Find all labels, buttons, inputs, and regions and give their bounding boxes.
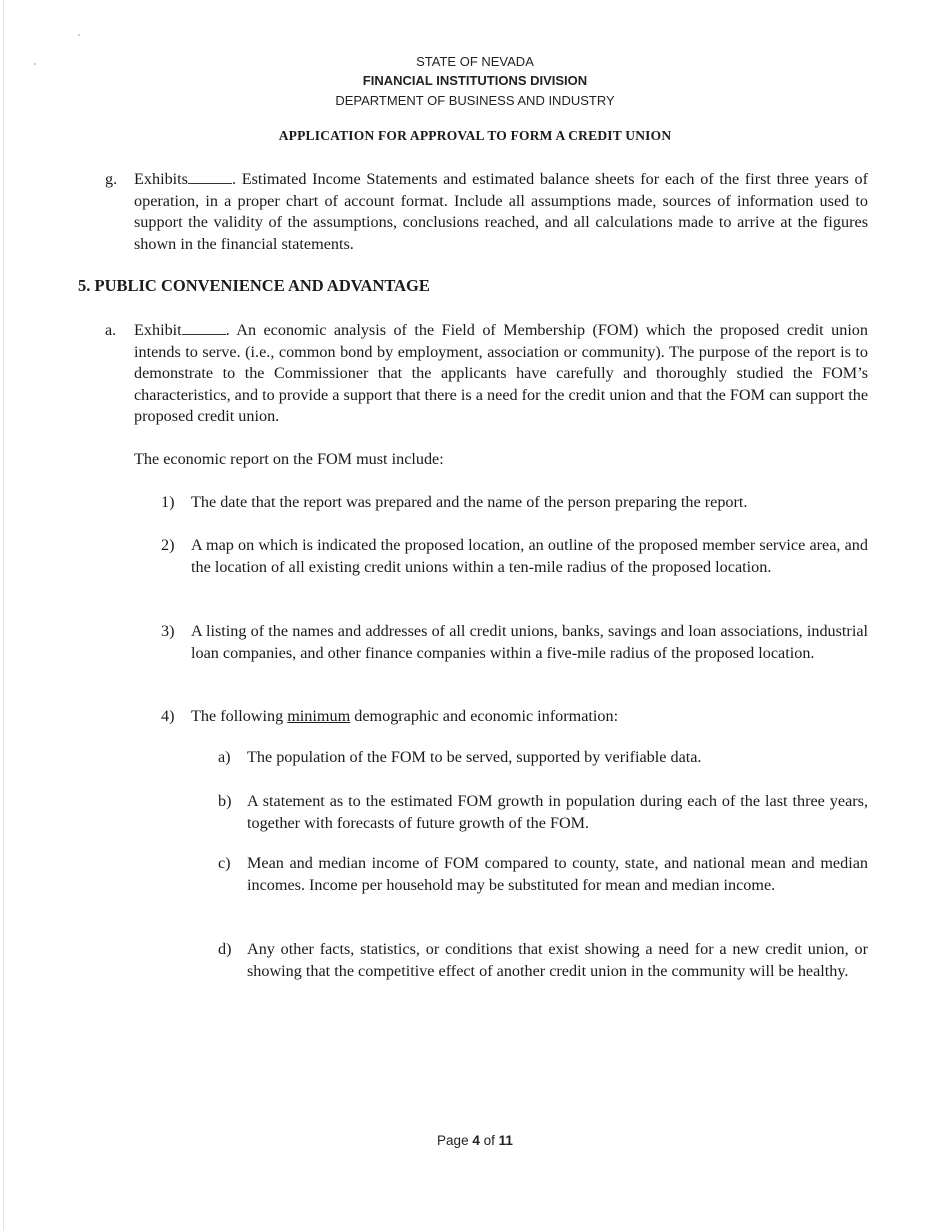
item-g-text: . Estimated Income Statements and estimated balance sheets for each of the first three years of operation, in a proper chart of account format. Include all assumptions made, sources of information used to support the validity of the assumptions, conclusions reached, and all calculations made to arrive at the figures shown in the financial statements. [134, 170, 868, 253]
item-a-text: . An economic analysis of the Field of Membership (FOM) which the proposed credit union intends to serve. (i.e., common bond by employment, association or community). The purpose of the report is to demonstrate to the Commissioner that the applicants have carefully and thoroughly studied the FOM’s characteristics, and to provide a support that there is a need for the credit union and that the FOM can support the proposed credit union. [134, 321, 868, 425]
item-a-lead: Exhibit [134, 321, 182, 339]
sub-item-marker: a) [218, 748, 231, 766]
item-g-marker: g. [105, 170, 118, 188]
list-item-text: The following [191, 707, 288, 725]
scan-edge [3, 0, 4, 1230]
sub-item-marker: c) [218, 854, 231, 872]
underlined-word: minimum [287, 707, 351, 725]
list-item-marker: 4) [161, 707, 175, 725]
list-item-marker: 1) [161, 493, 175, 511]
page-label: Page [437, 1133, 469, 1148]
list-item: A listing of the names and addresses of all credit unions, banks, savings and loan associations, industrial loan companies, and other finance companies within a five-mile radius of the proposed location. [191, 622, 868, 662]
sub-item: The population of the FOM to be served, supported by verifiable data. [247, 748, 702, 766]
sub-item: Any other facts, statistics, or conditions that exist showing a need for a new credit union, or showing that the competitive effect of another credit union in the community will be healthy. [247, 940, 868, 980]
header-division: FINANCIAL INSTITUTIONS DIVISION [362, 73, 588, 88]
page-footer [0, 1133, 950, 1148]
item-g-paragraph [134, 169, 868, 255]
list-item: The date that the report was prepared and the name of the person preparing the report. [191, 493, 748, 511]
item-a-marker: a. [105, 321, 117, 339]
exhibit-blank [182, 320, 226, 335]
list-item-marker: 3) [161, 622, 175, 640]
sub-item-marker: b) [218, 792, 232, 810]
sub-item-marker: d) [218, 940, 232, 958]
sub-item: Mean and median income of FOM compared to county, state, and national mean and median incomes. Income per household may be substituted for mean and median income. [247, 854, 868, 894]
document-title: APPLICATION FOR APPROVAL TO FORM A CREDIT UNION [278, 128, 672, 143]
section-heading: 5. PUBLIC CONVENIENCE AND ADVANTAGE [78, 276, 430, 295]
exhibit-blank [188, 169, 232, 184]
list-item: A map on which is indicated the proposed location, an outline of the proposed member service area, and the location of all existing credit unions within a ten-mile radius of the proposed location. [191, 536, 868, 576]
header-state: STATE OF NEVADA [416, 54, 534, 69]
scan-speck [78, 34, 80, 36]
header-department: DEPARTMENT OF BUSINESS AND INDUSTRY [335, 93, 615, 108]
item-a-paragraph [134, 320, 868, 428]
sub-item: A statement as to the estimated FOM growth in population during each of the last three years, together with forecasts of future growth of the FOM. [247, 792, 868, 832]
total-pages: 11 [498, 1133, 513, 1148]
list-item-text: demographic and economic information: [350, 707, 619, 725]
of-label: of [483, 1133, 495, 1148]
intro-text: The economic report on the FOM must include: [134, 450, 444, 468]
page-number: 4 [472, 1133, 480, 1148]
list-item [191, 706, 868, 728]
list-item-marker: 2) [161, 536, 175, 554]
item-g-lead: Exhibits [134, 170, 188, 188]
